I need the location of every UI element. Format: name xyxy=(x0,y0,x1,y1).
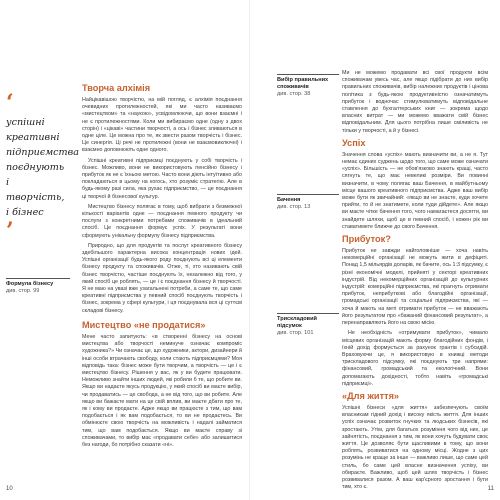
section-title-not-selling-out: Мистецтво «не продатися» xyxy=(82,319,206,330)
right-main-column xyxy=(342,70,488,494)
sideref-triple-bottom-line[interactable] xyxy=(277,313,339,337)
quote-close-mark: ’ xyxy=(6,218,14,244)
paragraph: Не необхідність «отримувати прибуток», чимало місцевих організацій мають форму благодійних фондів, і їхній дохід формується за рахунок грантів і субсидій. Враховуючи це, я використовую в книжці методи трискладового підсумку, які поєднують три напрями: фінансовий, громадський та екологічний. Вони допомагають дохідності, тобто навіть «громадські підприємці». xyxy=(342,330,488,387)
paragraph: Найцікавішою творчістю, на мій погляд, є алхімія поєднання очевидних протилежностей, які ми часто називаємо «мистецтвом» та «наукою», усвідомлюючи, що вони взаємні і не є протилежностями. Коли ми вибираємо одне (одну з двох сторін) і «цікаві» частини творчості, а ось і бізнес зливаються в одне ціле. Це можна про те, як звести разом творчість і бізнес. Це синергія. Ці речі не протилежні (вони не взаємовиключні) і взаємно доповнюють одне одного. xyxy=(82,97,242,154)
paragraph: Мене часто запитують: «в створенні бізнесу на основі мистецтва або творчості неминуче означає компроміс художника?» Чи означає це, що художники, актори, дизайнери й інші особи втрачають свободу, коли стають підприємцями? Моя відповідь така: бізнес може бути творчим, а творчість — це і є мистецтво бізнесу. Рішення у вас, як у ви будете працювати. Неможливо знайти інших людей, які робили б те, що робите ви. Якщо ви надаєте якусь продукцію, у який спосіб ви маєте вибір, чи продаватись — це свобода, а не від того, що ви робите. Але якщо ви бажаєте мати на це свій вплив, ви маєте дбати про те, як і кому ви продаєте. Адже якщо ви працюєте з тим, що вам подобається і як вам подобається, то ви не продаєтесь. Ви обмінюєте свою творчість на можливість і надалі займатися тим, що вам подобається. Якщо ви маєте справу зі споживачами, то вибір має «продавати себе» або залишитися без нагоди, бо потрібно сказати «ні». xyxy=(82,333,242,448)
page-number: 11 xyxy=(487,486,494,492)
pull-quote xyxy=(6,90,79,244)
sideref-page: див. стор. 101 xyxy=(277,330,314,336)
section-title-creative-alchemy: Творча алхімія xyxy=(82,83,151,93)
sideref-rule xyxy=(277,313,339,314)
sideref-business-formula[interactable] xyxy=(6,278,70,295)
sideref-title: Трискладовий підсумок xyxy=(277,316,317,329)
section-title-profit: Прибуток? xyxy=(342,234,391,245)
paragraph: Успішні бізнеси «для життя» забезпечують своїм власникам гідний дохід і високу якість життя. Для інших успіх означає розвиток гнучких та людських бізнесів, які зростають. Утім, для багатьох розуміння чого від них, це зайнятість, поєднання з тим, як вони хочуть будувати своє життя. Це дозволяє бути щасливими в тому, що вони роблять, розвиватися на одному місці. Жодне з цих розумінь не краще за інше — важливо лише, що саме цей стиль, бо саме цей власне визначення успіху, ви обираєте. Важливо, щоб цей шлях творчість і бізнес розвивалися разом. А ваш кар'єрного зростання і бути тим, хто є. xyxy=(342,404,488,491)
sideref-rule xyxy=(277,74,339,75)
section-title-success: Успіх xyxy=(342,137,366,148)
paragraph: Мистецтво бізнесу полягає в тому, щоб вибрати з безмежної кількості варіантів одне — поєднання певного продукту чи послуги з конкретними потребами споживачів в ідеальний спосіб. Це поєднання формує успіх. У результаті вони сформують унікальну формулу бізнесу підприємства. xyxy=(82,203,242,239)
paragraph: Значення слова «успіх» мають визначити ви, а не я. Тут немає єдиних суджень щодо того, що саме може означати «успіх». Більшість — не обов'язково знають кращі, часто сягнуть те, що має невеликі розміри. Ви повинні визначити, в чому полягає ваш Бачення, в майбутньому місце вашого креативного підприємства. Адже ваш вибір може бути як звичайний: «якщо ви не знаєте, куди хочете прийти, то й не знатимете, коли туди дійдете». Але якщо ви маєте чітке бачення того, чого намагаєтеся досягти, ви знайдете шляхи, щоб це в певний спосіб, і кожен рік ви ставатимете ближче до свого Бачення. xyxy=(342,151,488,230)
sideref-page: див. стор. 38 xyxy=(277,91,311,97)
quote-open-mark: ‘ xyxy=(6,90,14,116)
paragraph: Успішні креативні підприємці поєднують у собі творчість і бізнес. Можливо, вони не використовують пенсійно бізнесу і прибуток як не є їхньою метою. Часто вони діють інтуїтивно або покладаються в цьому на когось, хто розуміє стратегію. Але в будь-якому разі сила, яка рухає підприємство, — це поєднання ці творчої й бізнесової культур. xyxy=(82,157,242,200)
page-number: 10 xyxy=(6,486,13,492)
sideref-vision[interactable] xyxy=(277,194,339,211)
pull-quote-text: успішні креативні підприємства поєднують і творчість, і бізнес xyxy=(6,117,79,218)
paragraph: Ми не можемо продавати всі свої продукти всім споживачам увесь час, але якщо підібрати до них вибір правильних споживачів, вибір належних продуктів і цінова політика з будь-якою продуктивністю означатимуть прибуток і водночас стимулюватимуть відповідальне ставлення до бухгалтерських книг — зокрема щодо власних витрат — ми можемо вважати свій бізнес відповідальним. Для цього потрібна лише сміливість не тільки у творчості, а й у бізнесі. xyxy=(342,70,488,134)
section-title-for-life: «Для життя» xyxy=(342,390,400,401)
sideref-title: Вибір правильних споживачів xyxy=(277,77,329,90)
right-page xyxy=(250,0,500,500)
paragraph: Прибуток не завжди найголовніше — хоча навіть некомерційні організації не можуть жити в дефіциті. Понад 1,5 мільярдів доларів, як бачите, ось 1:3 підсумку, є різні економічні моделі, прийняті у секторі креативних індустрій. Від некомерційних організацій до культурних індустрій: комерційні підприємства, які прагнуть отримати прибуток, неприбуткові або благодійні організації, громадські організації та соціальні підприємства, які — хоча й мають на меті отримати прибуток — не вважають його результатом про «бажаний фінансовий результат», а перенаправляють його на свою місію. xyxy=(342,248,488,327)
sideref-title: Бачення xyxy=(277,197,301,203)
sideref-page: див. стор. 13 xyxy=(277,204,311,210)
left-main-column xyxy=(82,83,242,452)
sideref-rule xyxy=(277,194,339,195)
sideref-right-customers[interactable] xyxy=(277,74,339,98)
paragraph: Природно, що для продуктів та послуг креативного бізнесу здебільшого характерна висока концентрація нових ідей. Успішні організації будь-якого роду поєднують всі ці елементи бізнесу продукту та споживачів. Отже, ті, хто називають свій бізнес творчістю, частіше поєднують їх, незалежно від того, у який спосіб це роблять, — це і є поєднання бізнесу й творчості. Я не маю на увазі вже узагальнені потреби, а саме те, що саме креативні підприємства у певний спосіб поєднують творчість і бізнес, зокрема у сфері культури, і ця поєднувала вся ці суттєві складові бізнесу. xyxy=(82,242,242,314)
sideref-rule xyxy=(6,278,70,279)
sideref-title: Формула бізнесу xyxy=(6,281,54,287)
sideref-page: див. стор. 99 xyxy=(6,288,40,294)
